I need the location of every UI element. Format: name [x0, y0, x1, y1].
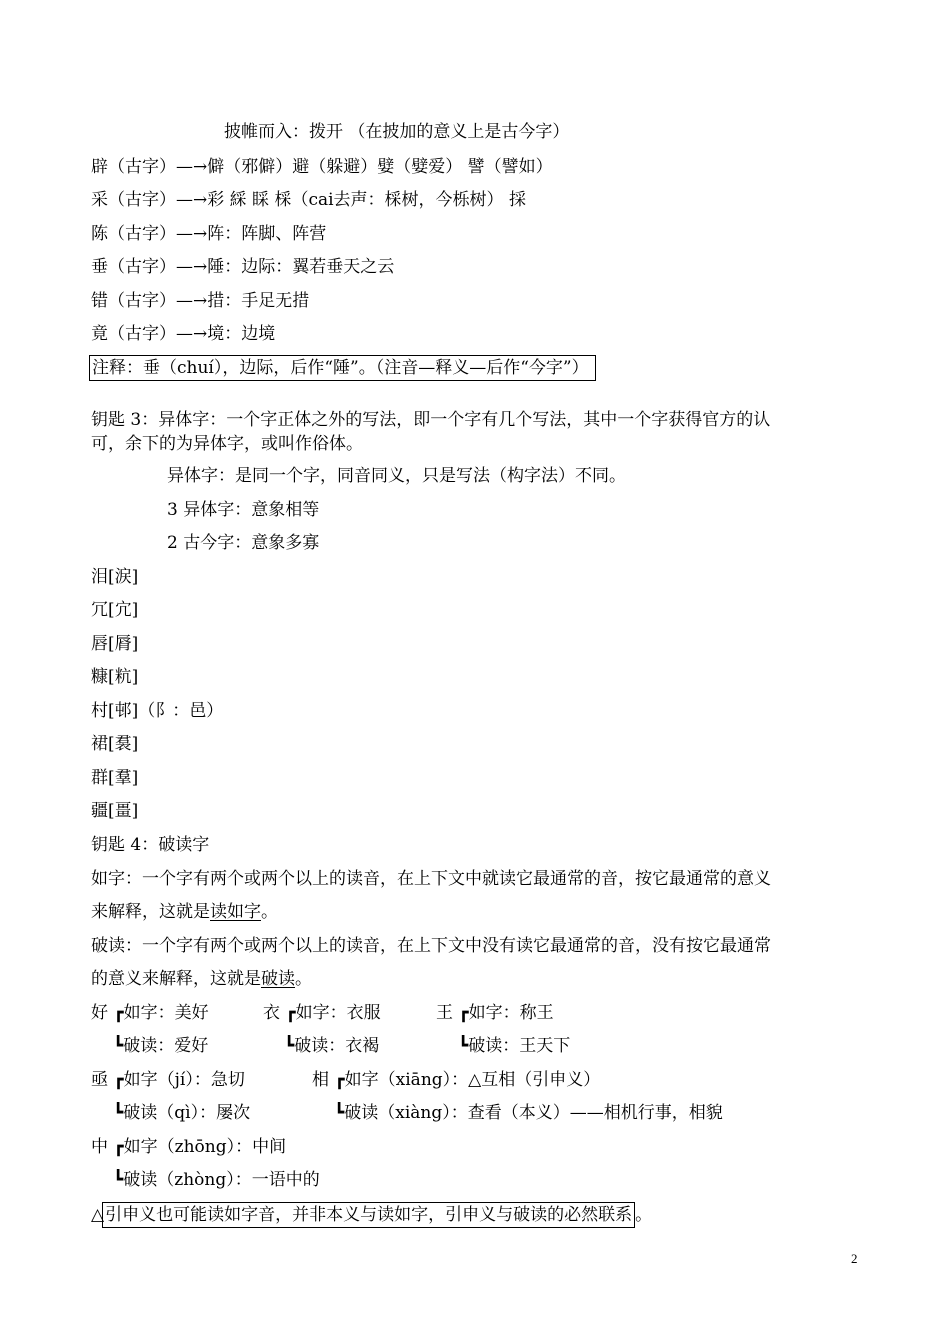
example-char-wang: 王 [436, 1003, 453, 1023]
example-wang [436, 1002, 554, 1024]
example-char-xiang: 相 [312, 1070, 329, 1090]
yi-ruzi: 如字：衣服 [295, 1003, 381, 1023]
note-box: 注释：垂（chuí），边际，后作“陲”。（注音—释义—后作“今字”） [89, 355, 596, 381]
example-yi [263, 1002, 381, 1024]
bracket-bottom-icon: ┗ [113, 1103, 124, 1123]
variant-2: 冗[宂] [91, 600, 139, 620]
gujin-line-6: 竟（古字）—→境：边境 [91, 324, 276, 344]
xiang-podu-line [334, 1102, 723, 1124]
example-xiang [312, 1069, 600, 1091]
example-row-5 [91, 1136, 286, 1158]
ji-podu-line [113, 1102, 250, 1124]
bracket-top-icon: ┏ [113, 1137, 124, 1157]
variant-3: 唇[脣] [91, 634, 139, 654]
gujin-line-5: 错（古字）—→措：手足无措 [91, 291, 310, 311]
gujin-line-3: 陈（古字）—→阵：阵脚、阵营 [91, 224, 327, 244]
example-char-ji: 亟 [91, 1070, 108, 1090]
key3-sub-1: 异体字：是同一个字，同音同义，只是写法（构字法）不同。 [167, 466, 626, 486]
xiang-ruzi: 如字（xiāng）：△互相（引申义） [344, 1070, 601, 1090]
bracket-bottom-icon: ┗ [113, 1170, 124, 1190]
bracket-top-icon: ┏ [113, 1003, 124, 1023]
hao-podu-line [113, 1035, 208, 1057]
ji-ruzi: 如字（jí）：急切 [123, 1070, 245, 1090]
example-row-1 [91, 1002, 209, 1024]
wang-podu-line [458, 1035, 570, 1057]
variant-1: 泪[涙] [91, 567, 139, 587]
final-line: △引申义也可能读如字音，并非本义与读如字，引申义与破读的必然联系 。 [91, 1204, 652, 1226]
example-char-zhong: 中 [91, 1137, 108, 1157]
key3-line-1: 钥匙 3：异体字：一个字正体之外的写法，即一个字有几个写法，其中一个字获得官方的认 [91, 410, 771, 430]
gujin-line-4: 垂（古字）—→陲：边际：翼若垂天之云 [91, 257, 395, 277]
triangle-icon: △ [91, 1205, 105, 1225]
gujin-line-1: 辟（古字）—→僻（邪僻）避（躲避）嬖（嬖爱） 譬（譬如） [91, 157, 553, 177]
zhong-podu-line [113, 1169, 320, 1191]
bracket-top-icon: ┏ [285, 1003, 296, 1023]
key4-title: 钥匙 4：破读字 [91, 835, 210, 855]
final-box: 引申义也可能读如字音，并非本义与读如字，引申义与破读的必然联系 [102, 1202, 635, 1228]
gujin-line-2: 采（古字）—→彩 綵 睬 棌（cai去声：棌树，今栎树） 採 [91, 190, 526, 210]
ruzi-line-1: 如字：一个字有两个或两个以上的读音，在上下文中就读它最通常的音，按它最通常的意义 [91, 869, 771, 889]
example-row-3 [91, 1069, 245, 1091]
header-line: 披帷而入：拨开 （在披加的意义上是古今字） [224, 122, 570, 142]
variant-4: 糠[粇] [91, 667, 139, 687]
example-char-yi: 衣 [263, 1003, 280, 1023]
hao-podu: 破读：爱好 [123, 1036, 209, 1056]
wang-ruzi: 如字：称王 [468, 1003, 554, 1023]
bracket-bottom-icon: ┗ [284, 1036, 295, 1056]
bracket-top-icon: ┏ [113, 1070, 124, 1090]
variant-5: 村[邨]（阝：邑） [91, 701, 224, 721]
wang-podu: 破读：王天下 [468, 1036, 571, 1056]
bracket-bottom-icon: ┗ [113, 1036, 124, 1056]
note-line [91, 357, 596, 379]
podu-term: 破读 [261, 969, 295, 989]
variant-7: 群[羣] [91, 768, 139, 788]
zhong-podu: 破读（zhòng）：一语中的 [123, 1170, 320, 1190]
key3-sub-3: 2 古今字：意象多寡 [167, 533, 320, 553]
bracket-bottom-icon: ┗ [458, 1036, 469, 1056]
key3-sub-2: 3 异体字：意象相等 [167, 500, 320, 520]
podu-line-1: 破读：一个字有两个或两个以上的读音，在上下文中没有读它最通常的音，没有按它最通常 [91, 936, 771, 956]
ruzi-term: 读如字 [210, 902, 261, 922]
yi-podu-line [284, 1035, 379, 1057]
page-number: 2 [851, 1251, 858, 1266]
hao-ruzi: 如字：美好 [123, 1003, 209, 1023]
variant-8: 疆[畺] [91, 801, 139, 821]
yi-podu: 破读：衣褐 [294, 1036, 380, 1056]
key3-line-2: 可，余下的为异体字，或叫作俗体。 [91, 434, 363, 454]
bracket-top-icon: ┏ [458, 1003, 469, 1023]
ruzi-line-2: 来解释，这就是读如字。 [91, 902, 278, 922]
xiang-podu: 破读（xiàng）：查看（本义）——相机行事，相貌 [344, 1103, 723, 1123]
example-char-hao: 好 [91, 1003, 108, 1023]
podu-line-2: 的意义来解释，这就是破读。 [91, 969, 312, 989]
zhong-ruzi: 如字（zhōng）：中间 [123, 1137, 287, 1157]
variant-6: 裙[裠] [91, 734, 139, 754]
bracket-top-icon: ┏ [334, 1070, 345, 1090]
ji-podu: 破读（qì）：屡次 [123, 1103, 251, 1123]
bracket-bottom-icon: ┗ [334, 1103, 345, 1123]
